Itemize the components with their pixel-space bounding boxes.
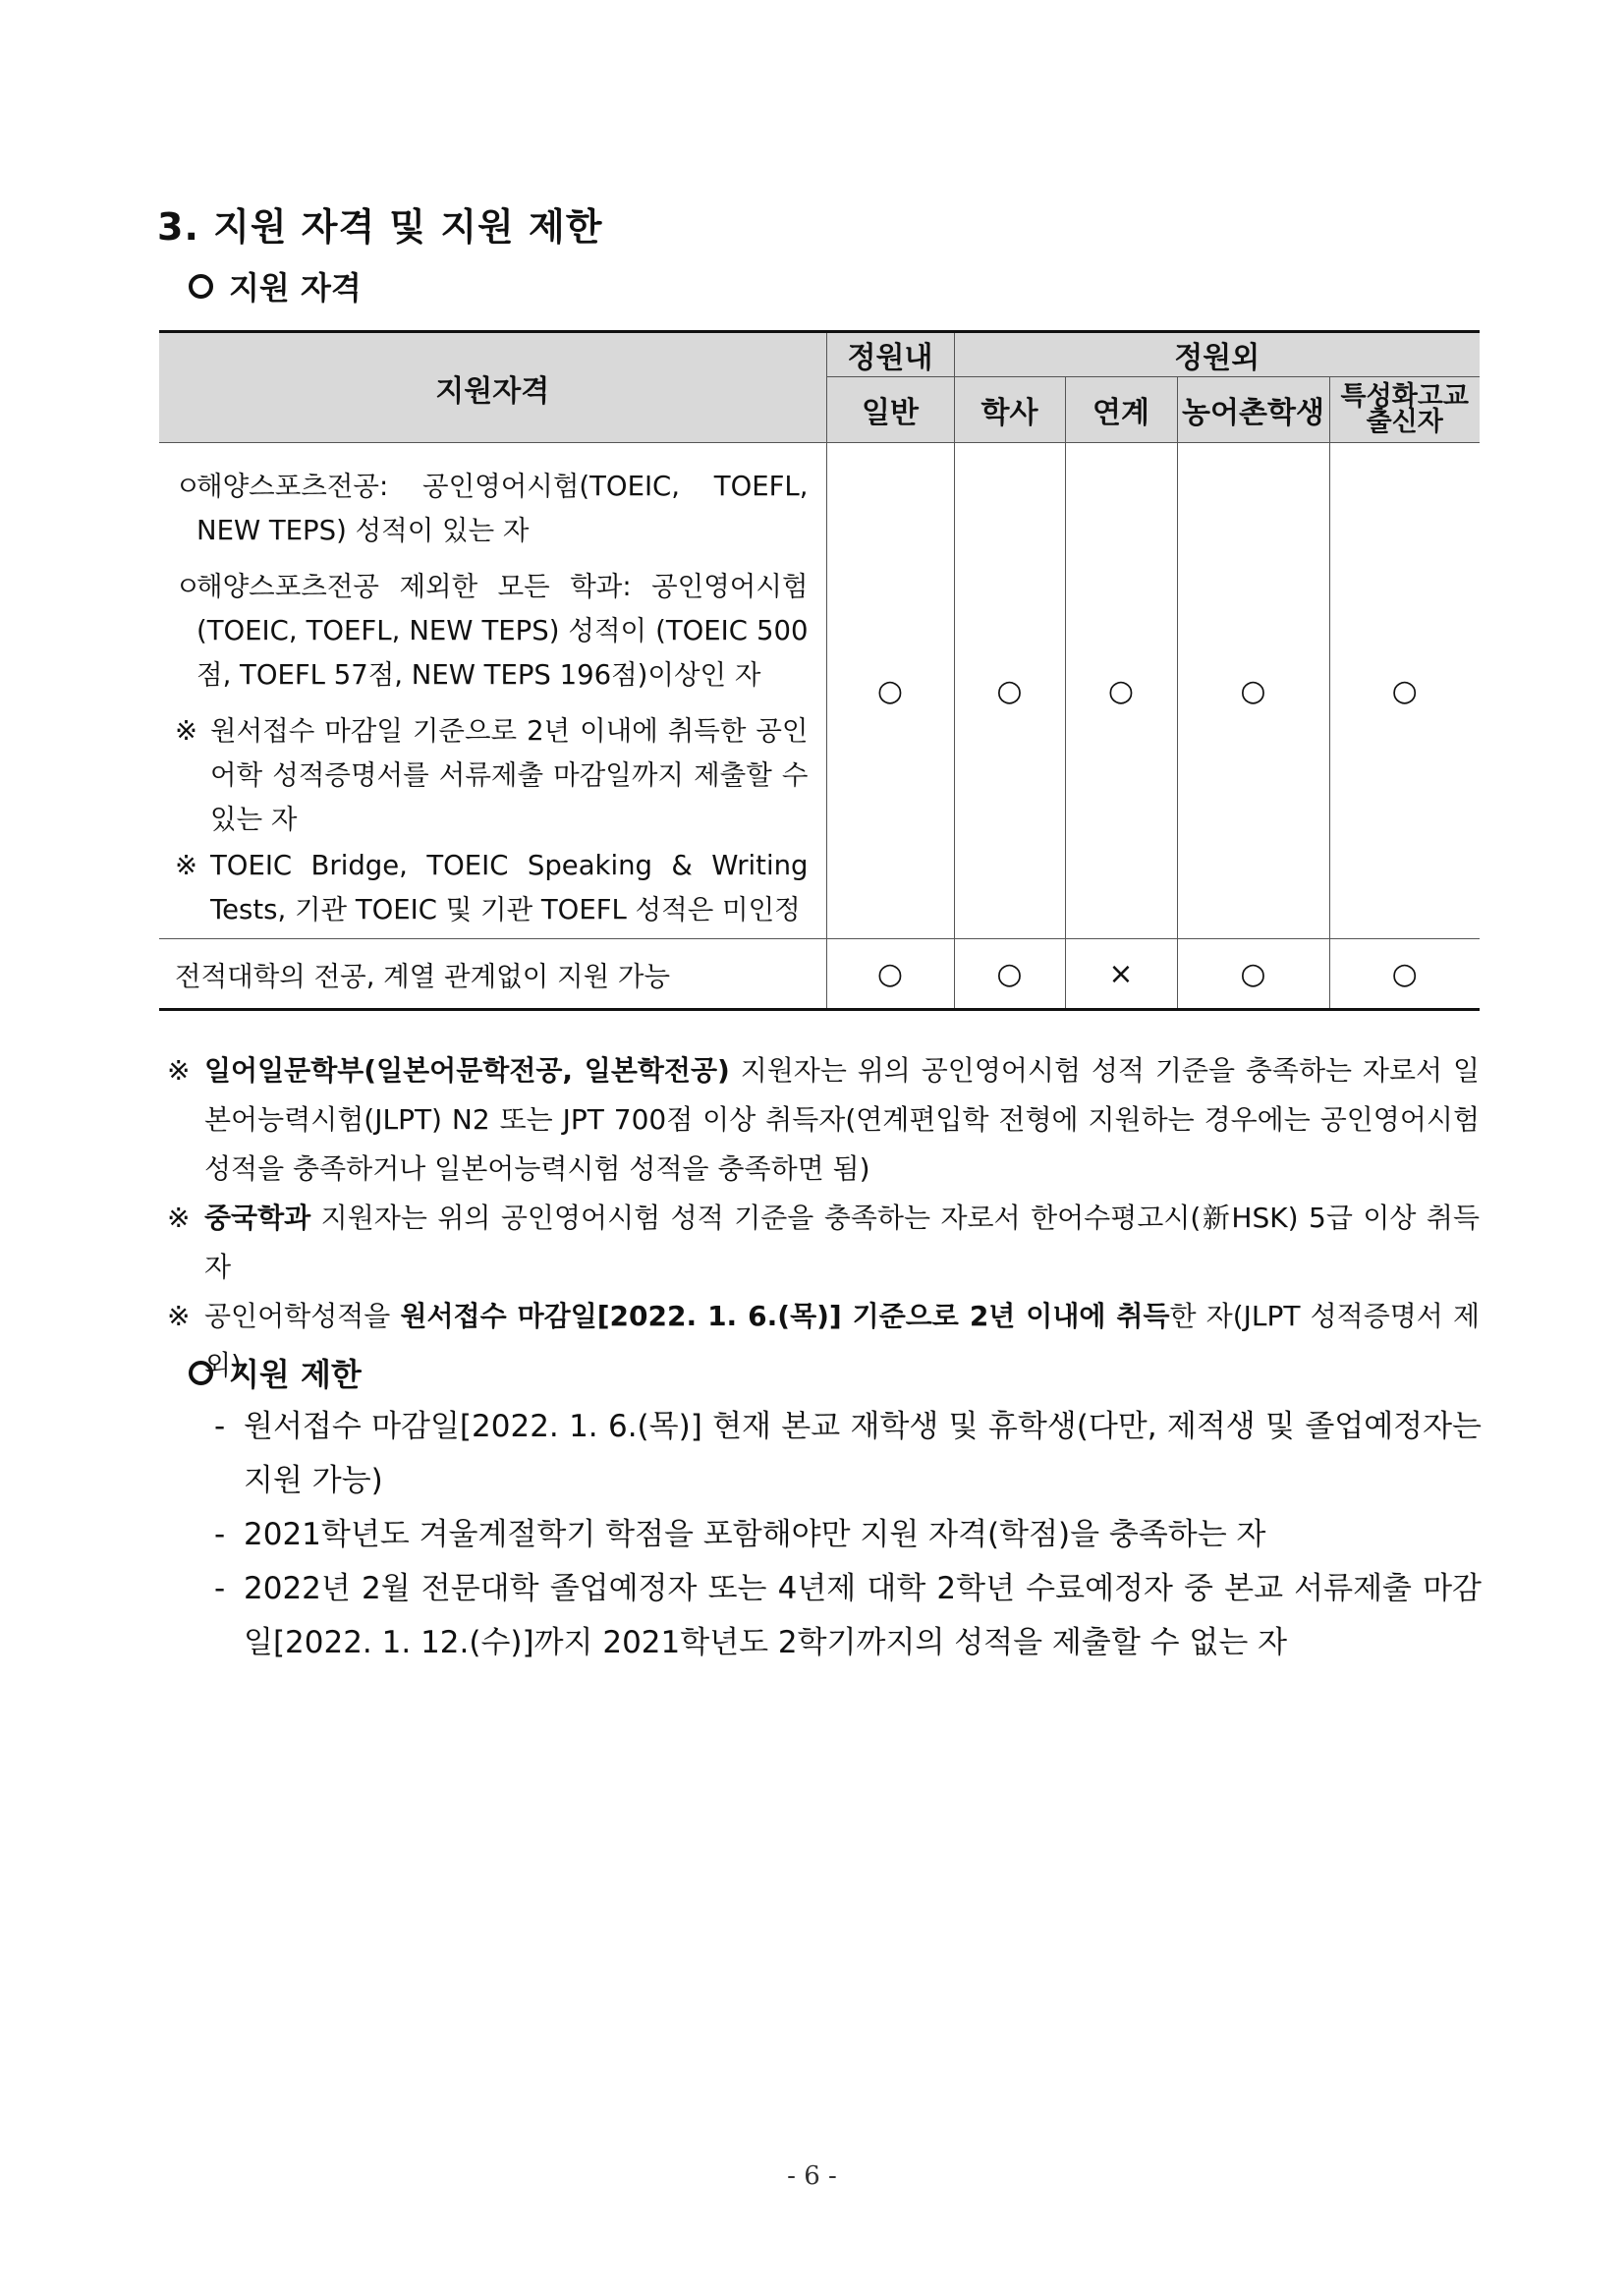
list-bullet: ㅇ — [175, 471, 201, 502]
dash-bullet: - — [214, 1517, 226, 1552]
header-specialized-hs — [1329, 377, 1480, 443]
reference-mark: ※ — [167, 1300, 191, 1332]
restriction-heading — [189, 1350, 362, 1395]
section-title: 3. 지원 자격 및 지원 제한 — [157, 205, 603, 249]
mark-bachelor: ○ — [954, 939, 1065, 1010]
note-text — [204, 1194, 1480, 1292]
mark-rural: ○ — [1177, 443, 1329, 939]
header-bachelor: 학사 — [954, 377, 1065, 443]
list-item-text: 해양스포츠전공 제외한 모든 학과: 공인영어시험(TOEIC, TOEFL, NEW TEPS) 성적이 (TOEIC 500점, TOEFL 57점, NEW TEPS 196점)이상인 자 — [196, 571, 809, 691]
qualification-heading — [189, 263, 362, 308]
note-language-score — [167, 1292, 1480, 1390]
header-rural-student: 농어촌학생 — [1177, 377, 1329, 443]
table-header-row — [159, 332, 1480, 377]
qualification-description — [159, 443, 826, 939]
eligibility-table — [159, 330, 1480, 1011]
note-text — [204, 1292, 1480, 1390]
note-item — [175, 844, 809, 932]
note-item — [175, 709, 809, 842]
restriction-text: 원서접수 마감일[2022. 1. 6.(목)] 현재 본교 재학생 및 휴학생(다만, 제적생 및 졸업예정자는 지원 가능) — [244, 1409, 1482, 1498]
header-within-quota: 정원내 — [826, 332, 954, 377]
note-bold: 중국학과 — [204, 1202, 311, 1234]
mark-bachelor: ○ — [954, 443, 1065, 939]
restriction-text: 2022년 2월 전문대학 졸업예정자 또는 4년제 대학 2학년 수료예정자 중 본교 서류제출 마감일[2022. 1. 12.(수)]까지 2021학년도 2학기까지의 성적을 제출할 수 없는 자 — [244, 1571, 1482, 1660]
list-item — [214, 1400, 1482, 1508]
restriction-list — [214, 1400, 1482, 1670]
header-linked: 연계 — [1065, 377, 1177, 443]
reference-mark: ※ — [167, 1054, 191, 1087]
circle-bullet-icon — [189, 274, 213, 299]
qualification-heading-text: 지원 자격 — [229, 269, 362, 307]
mark-specialized: ○ — [1329, 939, 1480, 1010]
list-item — [214, 1562, 1482, 1670]
dash-bullet: - — [214, 1409, 226, 1444]
note-rest: 지원자는 위의 공인영어시험 성적 기준을 충족하는 자로서 한어수평고시(新HSK) 5급 이상 취득자 — [204, 1202, 1480, 1283]
reference-mark: ※ — [167, 1202, 191, 1234]
note-bold: 원서접수 마감일[2022. 1. 6.(목)] 기준으로 2년 이내에 취득 — [400, 1300, 1170, 1332]
list-item — [214, 1508, 1482, 1562]
mark-rural: ○ — [1177, 939, 1329, 1010]
list-item — [175, 465, 809, 553]
circle-bullet-icon — [189, 1361, 213, 1385]
mark-general: ○ — [826, 939, 954, 1010]
note-japanese — [167, 1046, 1480, 1194]
list-item-text: 해양스포츠전공: 공인영어시험(TOEIC, TOEFL, NEW TEPS) 성적이 있는 자 — [196, 471, 809, 546]
list-bullet: ㅇ — [175, 571, 201, 602]
page-number: - 6 - — [787, 2161, 837, 2191]
header-qualification: 지원자격 — [159, 332, 826, 443]
header-specialized-line1: 특성화고교 — [1340, 381, 1469, 412]
reference-mark: ※ — [175, 850, 198, 881]
table-row — [159, 443, 1480, 939]
qualification-description: 전적대학의 전공, 계열 관계없이 지원 가능 — [159, 939, 826, 1010]
header-outside-quota: 정원외 — [954, 332, 1480, 377]
mark-general: ○ — [826, 443, 954, 939]
mark-linked: × — [1065, 939, 1177, 1010]
mark-specialized: ○ — [1329, 443, 1480, 939]
mark-linked: ○ — [1065, 443, 1177, 939]
restriction-heading-text: 지원 제한 — [229, 1356, 362, 1393]
header-specialized-line2: 출신자 — [1366, 407, 1443, 437]
note-rest: 지원자는 위의 공인영어시험 성적 기준을 충족하는 자로서 일본어능력시험(JLPT) N2 또는 JPT 700점 이상 취득자(연계편입학 전형에 지원하는 경우에는 공인영어시험 성적을 충족하거나 일본어능력시험 성적을 충족하면 됨) — [204, 1054, 1480, 1185]
note-text: 원서접수 마감일 기준으로 2년 이내에 취득한 공인어학 성적증명서를 서류제출 마감일까지 제출할 수 있는 자 — [210, 715, 809, 835]
note-bold: 일어일문학부(일본어문학전공, 일본학전공) — [204, 1054, 730, 1087]
header-general: 일반 — [826, 377, 954, 443]
restriction-text: 2021학년도 겨울계절학기 학점을 포함해야만 지원 자격(학점)을 충족하는 자 — [244, 1517, 1266, 1552]
notes-block — [167, 1046, 1480, 1390]
note-text: TOEIC Bridge, TOEIC Speaking & Writing Tests, 기관 TOEIC 및 기관 TOEFL 성적은 미인정 — [210, 850, 809, 925]
dash-bullet: - — [214, 1571, 226, 1606]
reference-mark: ※ — [175, 715, 198, 747]
note-pre: 공인어학성적을 — [204, 1300, 401, 1332]
table-row — [159, 939, 1480, 1010]
note-rest: 한 자(JLPT 성적증명서 제외) — [204, 1300, 1481, 1381]
list-item — [175, 565, 809, 698]
note-chinese — [167, 1194, 1480, 1292]
note-text — [204, 1046, 1480, 1194]
